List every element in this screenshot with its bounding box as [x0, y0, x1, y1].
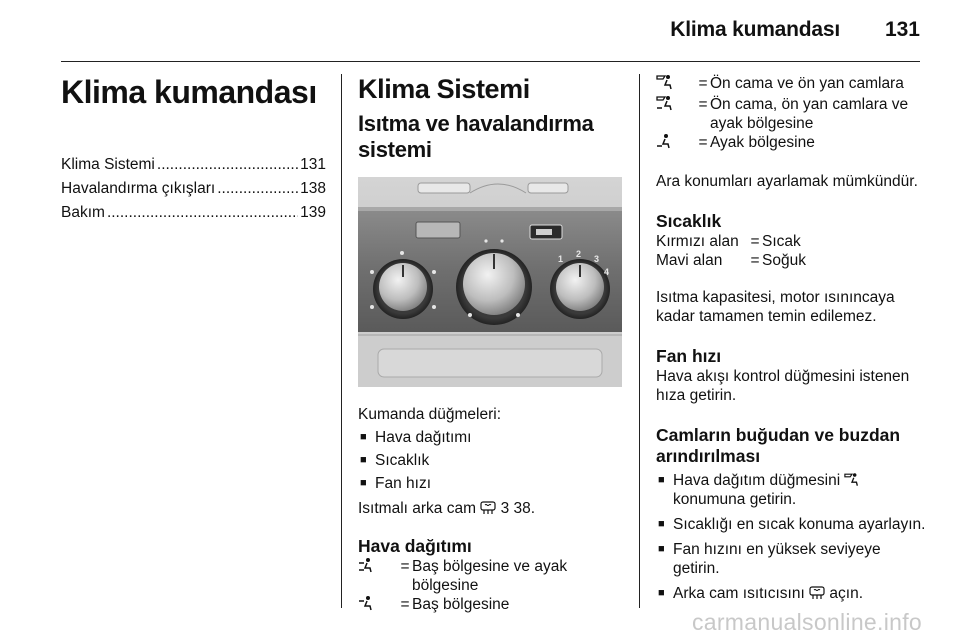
bullet-text [673, 584, 926, 603]
toc-label: Klima Sistemi [61, 156, 155, 173]
fan-speed-mark-1: 1 [558, 254, 564, 264]
toc-entry[interactable] [61, 155, 326, 179]
temperature-row [656, 251, 926, 270]
air-mode-row [656, 74, 926, 95]
toc-label: Bakım [61, 204, 105, 221]
fan-speed-title: Fan hızı [656, 346, 722, 366]
watermark: carmanualsonline.info [691, 609, 922, 635]
bullet-item [656, 471, 926, 509]
chapter-title: Klima kumandası [61, 74, 317, 110]
bullet-text-part: konumuna getirin. [673, 491, 797, 508]
page-reference: 3 38. [500, 500, 536, 517]
bullet-item [358, 474, 622, 493]
fan-speed-text: Hava akışı kontrol düğmesini istenen hıza getirin. [656, 368, 910, 404]
air-mode-description: Baş bölgesine [412, 596, 510, 613]
air-mode-row [358, 595, 622, 616]
right-column [656, 74, 926, 603]
column-divider-1 [341, 74, 342, 608]
equals-sign: = [750, 252, 760, 269]
column-divider-2 [639, 74, 640, 608]
temperature-row [656, 232, 926, 251]
temperature-zone: Kırmızı alan [656, 233, 739, 250]
feet-icon [656, 133, 696, 154]
bullet-square-icon: ■ [360, 477, 367, 489]
running-header-title: Klima kumandası [670, 18, 840, 41]
toc-leader [157, 155, 298, 174]
head-icon [358, 595, 398, 616]
table-of-contents [61, 155, 326, 227]
bullet-text: Hava dağıtımı [375, 429, 472, 446]
equals-sign: = [750, 233, 760, 250]
windscreen-feet-icon [656, 95, 696, 133]
bullet-item [358, 428, 622, 447]
bullet-text [673, 471, 926, 509]
header-rule [61, 61, 920, 62]
section-title: Klima Sistemi [358, 74, 530, 104]
windscreen-icon [656, 74, 696, 95]
climate-control-panel-photo [358, 177, 622, 387]
temperature-meaning: Soğuk [762, 252, 806, 269]
toc-label: Havalandırma çıkışları [61, 180, 216, 197]
temperature-zone: Mavi alan [656, 252, 723, 269]
fan-speed-mark-4: 4 [604, 267, 610, 277]
toc-page: 138 [300, 180, 326, 197]
air-mode-row [358, 557, 622, 595]
temperature-title: Sıcaklık [656, 211, 722, 231]
toc-entry[interactable] [61, 179, 326, 203]
temperature-meaning: Sıcak [762, 233, 801, 250]
bullet-text-part: açın. [829, 585, 864, 602]
bullet-item [656, 584, 926, 603]
air-mode-row [656, 95, 926, 133]
intermediate-note: Ara konumları ayarlamak mümkündür. [656, 173, 918, 190]
toc-page: 139 [300, 204, 326, 221]
equals-sign: = [698, 134, 708, 151]
equals-sign: = [400, 558, 410, 575]
bullet-text: Fan hızını en yüksek seviyeye getirin. [673, 541, 881, 577]
controls-intro: Kumanda düğmeleri: [358, 406, 502, 423]
defog-title: Camların buğudan ve buzdan arındırılması [656, 425, 901, 466]
bullet-text-part: Hava dağıtım düğmesini [673, 472, 841, 489]
bullet-text-part: Arka cam ısıtıcısını [673, 585, 805, 602]
air-mode-description: Ön cama, ön yan camlara ve ayak bölgesine [710, 96, 909, 132]
subsection-title: Isıtma ve havalandırma sistemi [358, 111, 594, 162]
toc-leader [217, 179, 298, 198]
air-mode-description: Ayak bölgesine [710, 134, 815, 151]
bullet-text: Sıcaklık [375, 452, 430, 469]
bullet-square-icon: ■ [658, 518, 665, 530]
head-feet-icon [358, 557, 398, 595]
equals-sign: = [698, 75, 708, 92]
rear-heat-text: Isıtmalı arka cam [358, 500, 476, 517]
bullet-square-icon: ■ [360, 431, 367, 443]
toc-entry[interactable] [61, 203, 326, 227]
chapter-column [61, 74, 326, 227]
fan-speed-mark-2: 2 [576, 249, 582, 259]
bullet-square-icon: ■ [360, 454, 367, 466]
bullet-item [358, 451, 622, 470]
air-distribution-title: Hava dağıtımı [358, 536, 472, 556]
air-mode-description: Baş bölgesine ve ayak bölgesine [412, 558, 568, 594]
fan-speed-mark-3: 3 [594, 254, 600, 264]
bullet-square-icon: ■ [658, 543, 665, 555]
page-number: 131 [884, 18, 920, 41]
control-panel-illustration [358, 177, 622, 387]
rear-heat-reference[interactable] [358, 499, 622, 518]
section-column [358, 74, 622, 616]
toc-leader [107, 203, 298, 222]
bullet-item [656, 540, 926, 578]
toc-page: 131 [300, 156, 326, 173]
equals-sign: = [400, 596, 410, 613]
equals-sign: = [698, 96, 708, 113]
air-mode-description: Ön cama ve ön yan camlara [710, 75, 904, 92]
rear-window-heater-icon [809, 585, 825, 600]
bullet-text: Sıcaklığı en sıcak konuma ayarlayın. [673, 516, 926, 533]
windscreen-icon [844, 472, 860, 487]
heating-capacity-note: Isıtma kapasitesi, motor ısınıncaya kadar tamamen temin edilemez. [656, 289, 895, 325]
rear-window-heater-icon [480, 500, 496, 515]
bullet-text: Fan hızı [375, 475, 431, 492]
bullet-square-icon: ■ [658, 474, 665, 486]
bullet-square-icon: ■ [658, 587, 665, 599]
bullet-item [656, 515, 926, 534]
air-mode-row [656, 133, 926, 154]
